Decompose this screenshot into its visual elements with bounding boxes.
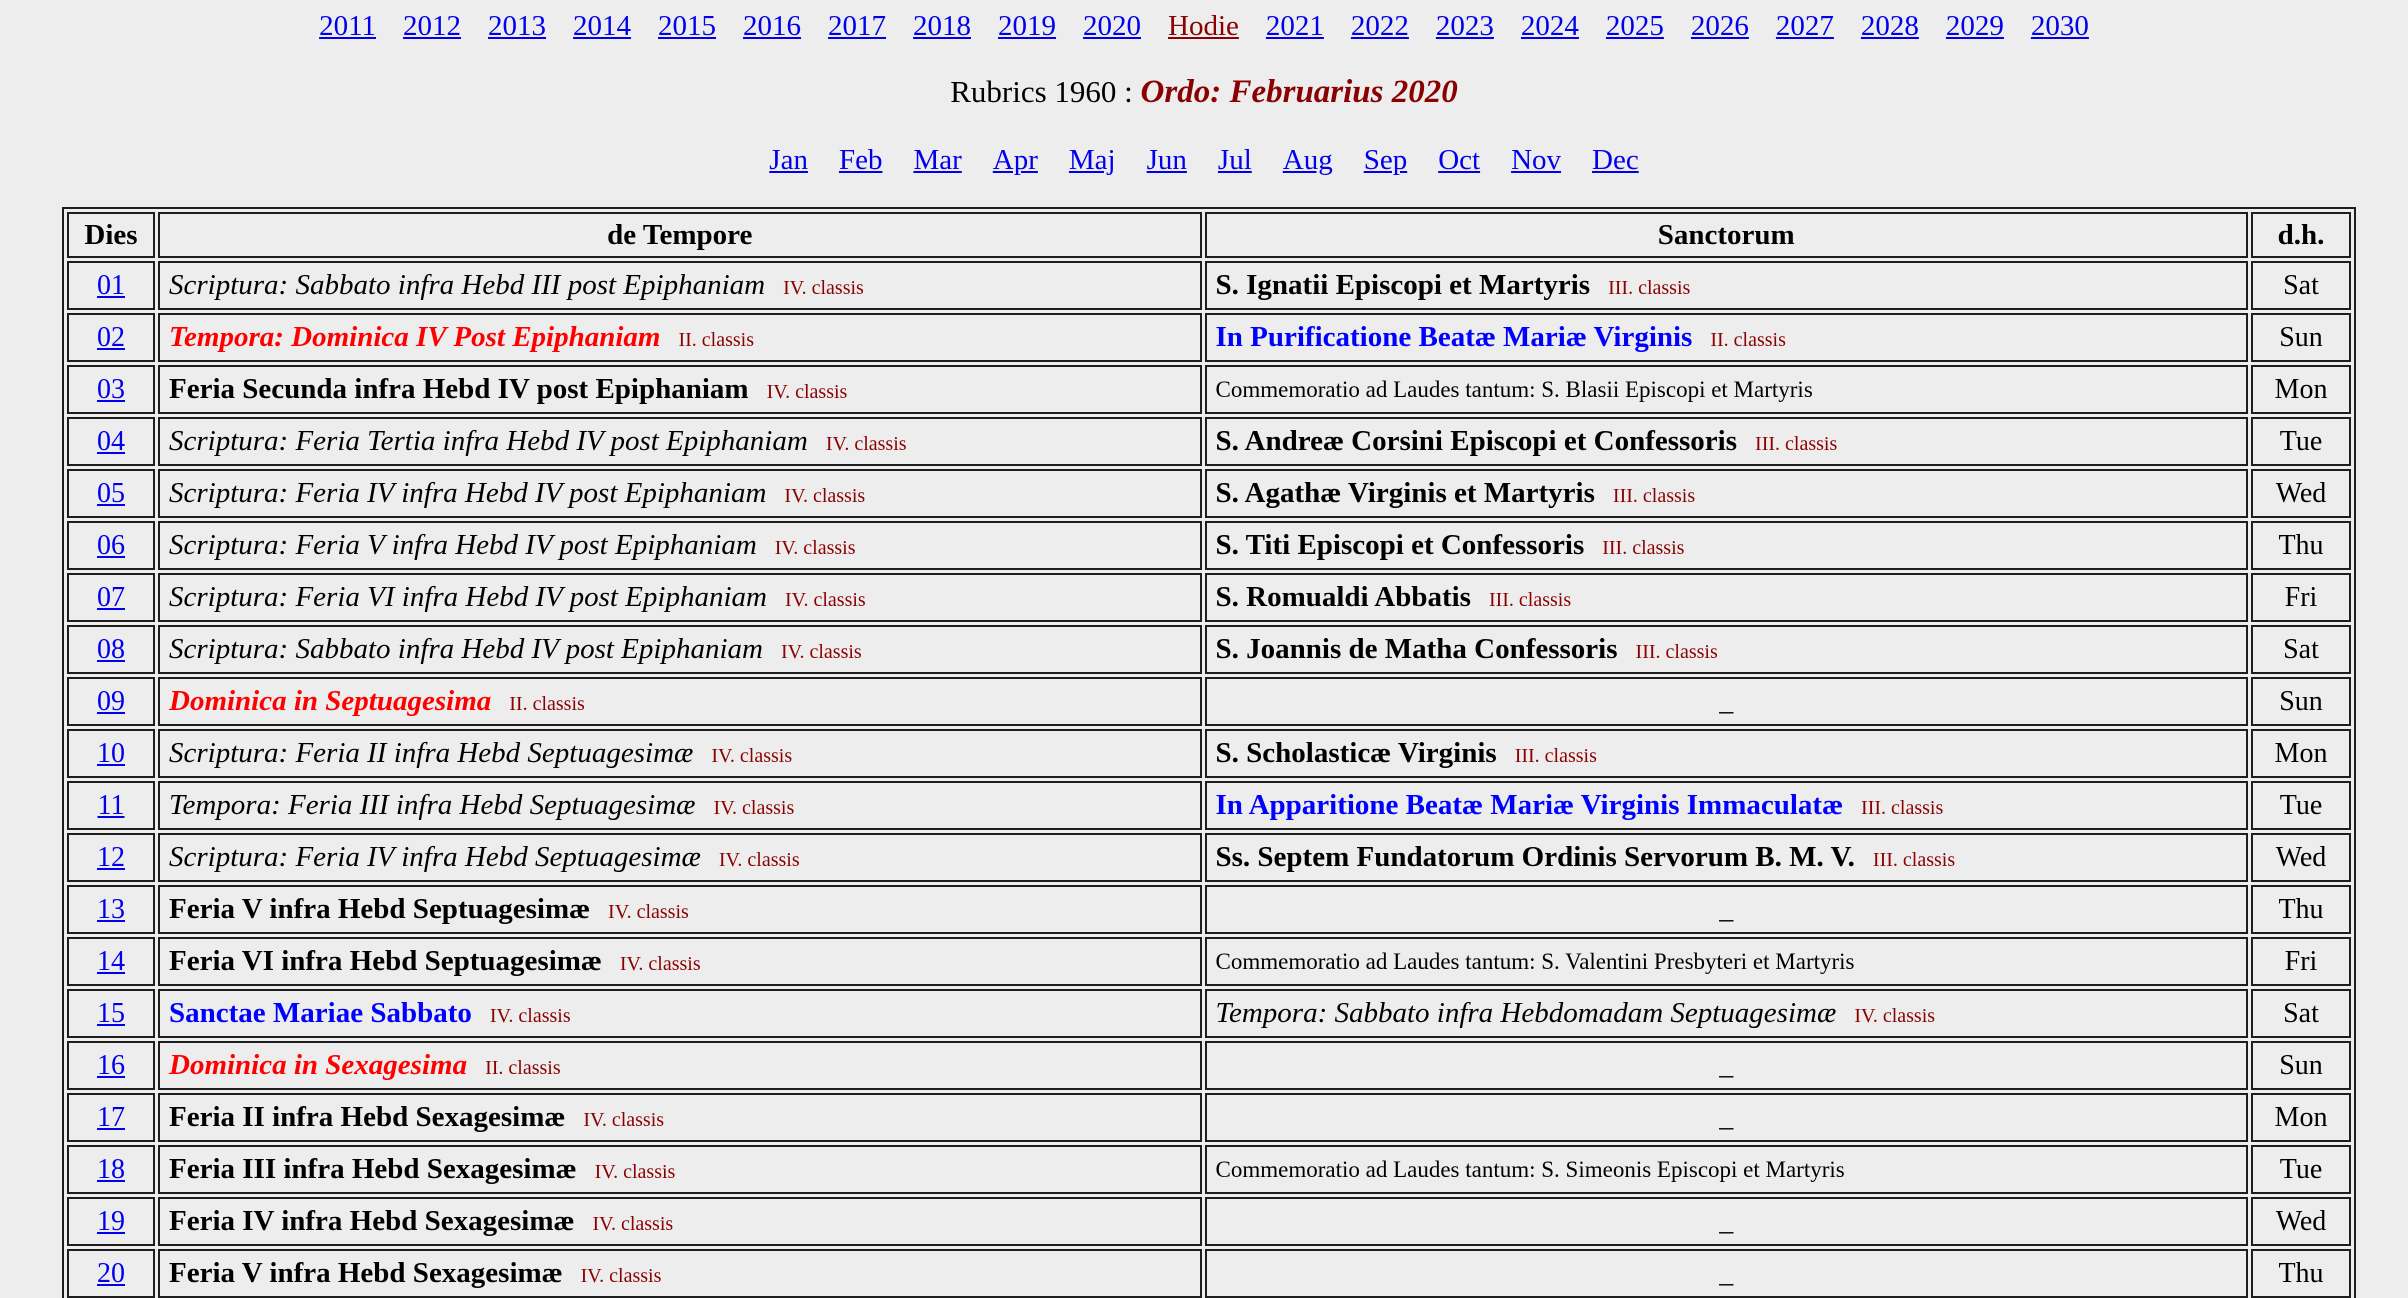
tempore-text: Scriptura: Sabbato infra Hebd IV post Epiphaniam bbox=[169, 633, 763, 665]
day-link-14[interactable]: 14 bbox=[97, 945, 125, 977]
dh-cell: Tue bbox=[2251, 417, 2351, 466]
tempore-classis-label: IV. classis bbox=[711, 745, 793, 767]
sanctorum-text: S. Agathæ Virginis et Martyris bbox=[1215, 477, 1595, 509]
table-row bbox=[67, 521, 2351, 570]
dies-cell bbox=[67, 1041, 155, 1090]
tempore-text: Dominica in Sexagesima bbox=[169, 1049, 468, 1081]
table-row bbox=[67, 1145, 2351, 1194]
dies-cell bbox=[67, 469, 155, 518]
table-row bbox=[67, 313, 2351, 362]
day-link-01[interactable]: 01 bbox=[97, 269, 125, 301]
sanctorum-cell bbox=[1205, 885, 2249, 934]
dh-cell: Tue bbox=[2251, 781, 2351, 830]
sanctorum-cell bbox=[1205, 625, 2249, 674]
day-link-05[interactable]: 05 bbox=[97, 477, 125, 509]
tempore-cell bbox=[158, 625, 1202, 674]
header-sanctorum: Sanctorum bbox=[1205, 212, 2249, 258]
sanctorum-text: In Purificatione Beatæ Mariæ Virginis bbox=[1215, 321, 1693, 353]
table-row bbox=[67, 989, 2351, 1038]
tempore-text: Sanctae Mariae Sabbato bbox=[169, 997, 472, 1029]
tempore-cell bbox=[158, 885, 1202, 934]
tempore-classis-label: II. classis bbox=[509, 693, 585, 715]
sanctorum-classis-label: III. classis bbox=[1755, 433, 1838, 455]
sanctorum-classis-label: III. classis bbox=[1635, 641, 1718, 663]
tempore-cell bbox=[158, 573, 1202, 622]
sanctorum-text: S. Titi Episcopi et Confessoris bbox=[1215, 529, 1585, 561]
year-link-2020[interactable]: 2020 bbox=[1083, 10, 1142, 42]
tempore-cell bbox=[158, 365, 1202, 414]
month-link-aug[interactable]: Aug bbox=[1282, 144, 1333, 176]
sanctorum-classis-label: IV. classis bbox=[1854, 1005, 1936, 1027]
sanctorum-cell bbox=[1205, 313, 2249, 362]
tempore-classis-label: IV. classis bbox=[489, 1005, 571, 1027]
sanctorum-classis-label: III. classis bbox=[1514, 745, 1597, 767]
tempore-text: Tempora: Dominica IV Post Epiphaniam bbox=[169, 321, 661, 353]
tempore-text: Scriptura: Sabbato infra Hebd III post Epiphaniam bbox=[169, 269, 766, 301]
sanctorum-text: Commemoratio ad Laudes tantum: S. Simeonis Episcopi et Martyris bbox=[1215, 1156, 1845, 1182]
month-nav bbox=[0, 142, 2408, 178]
tempore-classis-label: IV. classis bbox=[583, 1109, 665, 1131]
dies-cell bbox=[67, 365, 155, 414]
year-link-hodie[interactable]: Hodie bbox=[1168, 10, 1239, 42]
tempore-text: Scriptura: Feria IV infra Hebd IV post Epiphaniam bbox=[169, 477, 767, 509]
month-link-dec[interactable]: Dec bbox=[1592, 144, 1639, 176]
sanctorum-cell bbox=[1205, 833, 2249, 882]
year-link-2018[interactable]: 2018 bbox=[913, 10, 972, 42]
tempore-cell bbox=[158, 1249, 1202, 1298]
dies-cell bbox=[67, 1145, 155, 1194]
tempore-cell bbox=[158, 1041, 1202, 1090]
sanctorum-text: _ bbox=[1719, 893, 1734, 925]
table-row bbox=[67, 781, 2351, 830]
year-link-2013[interactable]: 2013 bbox=[488, 10, 547, 42]
dh-cell: Sat bbox=[2251, 625, 2351, 674]
dh-cell: Thu bbox=[2251, 521, 2351, 570]
dies-cell bbox=[67, 677, 155, 726]
tempore-text: Scriptura: Feria VI infra Hebd IV post Epiphaniam bbox=[169, 581, 767, 613]
table-row bbox=[67, 625, 2351, 674]
tempore-classis-label: IV. classis bbox=[774, 537, 856, 559]
tempore-classis-label: IV. classis bbox=[718, 849, 800, 871]
table-row bbox=[67, 261, 2351, 310]
day-link-03[interactable]: 03 bbox=[97, 373, 125, 405]
table-row bbox=[67, 937, 2351, 986]
tempore-classis-label: IV. classis bbox=[619, 953, 701, 975]
tempore-cell bbox=[158, 1093, 1202, 1142]
sanctorum-text: Commemoratio ad Laudes tantum: S. Blasii Episcopi et Martyris bbox=[1215, 376, 1813, 402]
month-link-jul[interactable]: Jul bbox=[1217, 144, 1252, 176]
dies-cell bbox=[67, 417, 155, 466]
day-link-04[interactable]: 04 bbox=[97, 425, 125, 457]
tempore-cell bbox=[158, 781, 1202, 830]
dh-cell: Fri bbox=[2251, 573, 2351, 622]
year-link-2028[interactable]: 2028 bbox=[1860, 10, 1919, 42]
sanctorum-cell bbox=[1205, 677, 2249, 726]
dh-cell: Mon bbox=[2251, 365, 2351, 414]
year-link-2017[interactable]: 2017 bbox=[828, 10, 887, 42]
sanctorum-cell bbox=[1205, 521, 2249, 570]
year-link-2022[interactable]: 2022 bbox=[1350, 10, 1409, 42]
tempore-text: Feria IV infra Hebd Sexagesimæ bbox=[169, 1205, 575, 1237]
header-row bbox=[67, 212, 2351, 258]
sanctorum-text: S. Scholasticæ Virginis bbox=[1215, 737, 1497, 769]
sanctorum-cell bbox=[1205, 417, 2249, 466]
day-link-11[interactable]: 11 bbox=[97, 789, 125, 821]
sanctorum-cell bbox=[1205, 937, 2249, 986]
dh-cell: Wed bbox=[2251, 1197, 2351, 1246]
month-link-sep[interactable]: Sep bbox=[1363, 144, 1408, 176]
table-row bbox=[67, 885, 2351, 934]
sanctorum-cell bbox=[1205, 1145, 2249, 1194]
dh-cell: Wed bbox=[2251, 469, 2351, 518]
dh-cell: Sun bbox=[2251, 677, 2351, 726]
tempore-cell bbox=[158, 313, 1202, 362]
year-link-2026[interactable]: 2026 bbox=[1690, 10, 1749, 42]
page-title-prefix: Rubrics 1960 : bbox=[950, 74, 1133, 109]
dh-cell: Fri bbox=[2251, 937, 2351, 986]
ordo-table bbox=[62, 207, 2356, 1298]
tempore-classis-label: II. classis bbox=[485, 1057, 561, 1079]
sanctorum-text: _ bbox=[1719, 1257, 1734, 1289]
table-row bbox=[67, 677, 2351, 726]
month-link-oct[interactable]: Oct bbox=[1438, 144, 1481, 176]
dies-cell bbox=[67, 521, 155, 570]
day-link-06[interactable]: 06 bbox=[97, 529, 125, 561]
day-link-20[interactable]: 20 bbox=[97, 1257, 125, 1289]
tempore-cell bbox=[158, 989, 1202, 1038]
dies-cell bbox=[67, 989, 155, 1038]
sanctorum-text: _ bbox=[1719, 1205, 1734, 1237]
header-tempore: de Tempore bbox=[158, 212, 1202, 258]
sanctorum-classis-label: III. classis bbox=[1872, 849, 1956, 871]
sanctorum-text: Ss. Septem Fundatorum Ordinis Servorum B. M. V. bbox=[1215, 841, 1855, 873]
sanctorum-cell bbox=[1205, 1093, 2249, 1142]
tempore-cell bbox=[158, 937, 1202, 986]
tempore-classis-label: IV. classis bbox=[592, 1213, 674, 1235]
header-dies: Dies bbox=[67, 212, 155, 258]
table-row bbox=[67, 417, 2351, 466]
day-link-07[interactable]: 07 bbox=[97, 581, 125, 613]
tempore-cell bbox=[158, 729, 1202, 778]
tempore-cell bbox=[158, 521, 1202, 570]
sanctorum-classis-label: III. classis bbox=[1608, 277, 1691, 299]
sanctorum-cell bbox=[1205, 1041, 2249, 1090]
tempore-text: Feria II infra Hebd Sexagesimæ bbox=[169, 1101, 566, 1133]
dies-cell bbox=[67, 1197, 155, 1246]
day-link-18[interactable]: 18 bbox=[97, 1153, 125, 1185]
tempore-text: Scriptura: Feria Tertia infra Hebd IV post Epiphaniam bbox=[169, 425, 808, 457]
sanctorum-text: Commemoratio ad Laudes tantum: S. Valentini Presbyteri et Martyris bbox=[1215, 948, 1855, 974]
month-link-jan[interactable]: Jan bbox=[769, 144, 808, 176]
tempore-text: Scriptura: Feria II infra Hebd Septuagesimæ bbox=[169, 737, 694, 769]
day-link-10[interactable]: 10 bbox=[97, 737, 125, 769]
tempore-cell bbox=[158, 833, 1202, 882]
tempore-classis-label: IV. classis bbox=[608, 901, 689, 923]
tempore-text: Feria VI infra Hebd Septuagesimæ bbox=[169, 945, 602, 977]
table-row bbox=[67, 573, 2351, 622]
table-row bbox=[67, 1249, 2351, 1298]
sanctorum-text: In Apparitione Beatæ Mariæ Virginis Immaculatæ bbox=[1215, 789, 1844, 821]
tempore-text: Scriptura: Feria IV infra Hebd Septuagesimæ bbox=[169, 841, 701, 873]
month-link-apr[interactable]: Apr bbox=[992, 144, 1038, 176]
dh-cell: Sat bbox=[2251, 989, 2351, 1038]
year-link-2029[interactable]: 2029 bbox=[1945, 10, 2004, 42]
sanctorum-cell bbox=[1205, 261, 2249, 310]
sanctorum-classis-label: II. classis bbox=[1710, 329, 1786, 351]
dh-cell: Tue bbox=[2251, 1145, 2351, 1194]
sanctorum-classis-label: III. classis bbox=[1612, 485, 1696, 507]
sanctorum-text: _ bbox=[1719, 1049, 1734, 1081]
sanctorum-classis-label: III. classis bbox=[1602, 537, 1685, 559]
tempore-cell bbox=[158, 469, 1202, 518]
day-link-17[interactable]: 17 bbox=[97, 1101, 125, 1133]
tempore-classis-label: IV. classis bbox=[766, 381, 848, 403]
sanctorum-classis-label: III. classis bbox=[1861, 797, 1944, 819]
month-link-feb[interactable]: Feb bbox=[838, 144, 883, 176]
month-link-mar[interactable]: Mar bbox=[913, 144, 962, 176]
day-link-02[interactable]: 02 bbox=[97, 321, 125, 353]
year-link-2027[interactable]: 2027 bbox=[1775, 10, 1834, 42]
year-link-2019[interactable]: 2019 bbox=[998, 10, 1057, 42]
month-link-jun[interactable]: Jun bbox=[1146, 144, 1187, 176]
sanctorum-text: S. Andreæ Corsini Episcopi et Confessoris bbox=[1215, 425, 1738, 457]
table-row bbox=[67, 729, 2351, 778]
tempore-classis-label: IV. classis bbox=[784, 485, 866, 507]
page-title-ordo: Ordo: Februarius 2020 bbox=[1140, 74, 1458, 110]
day-link-08[interactable]: 08 bbox=[97, 633, 125, 665]
sanctorum-classis-label: III. classis bbox=[1488, 589, 1572, 611]
sanctorum-text: _ bbox=[1719, 1101, 1734, 1133]
year-link-2015[interactable]: 2015 bbox=[658, 10, 717, 42]
year-link-2012[interactable]: 2012 bbox=[403, 10, 462, 42]
sanctorum-text: S. Ignatii Episcopi et Martyris bbox=[1215, 269, 1591, 301]
tempore-text: Feria III infra Hebd Sexagesimæ bbox=[169, 1153, 577, 1185]
dies-cell bbox=[67, 833, 155, 882]
sanctorum-text: S. Joannis de Matha Confessoris bbox=[1215, 633, 1618, 665]
year-link-2024[interactable]: 2024 bbox=[1520, 10, 1579, 42]
dh-cell: Mon bbox=[2251, 1093, 2351, 1142]
sanctorum-text: _ bbox=[1719, 685, 1734, 717]
sanctorum-cell bbox=[1205, 989, 2249, 1038]
dies-cell bbox=[67, 937, 155, 986]
year-link-2025[interactable]: 2025 bbox=[1605, 10, 1664, 42]
sanctorum-text: S. Romualdi Abbatis bbox=[1215, 581, 1471, 613]
tempore-classis-label: IV. classis bbox=[783, 277, 864, 299]
table-row bbox=[67, 833, 2351, 882]
month-link-maj[interactable]: Maj bbox=[1068, 144, 1116, 176]
tempore-text: Dominica in Septuagesima bbox=[169, 685, 492, 717]
sanctorum-cell bbox=[1205, 365, 2249, 414]
year-nav bbox=[0, 0, 2408, 44]
sanctorum-cell bbox=[1205, 781, 2249, 830]
dies-cell bbox=[67, 625, 155, 674]
day-link-09[interactable]: 09 bbox=[97, 685, 125, 717]
tempore-text: Scriptura: Feria V infra Hebd IV post Epiphaniam bbox=[169, 529, 757, 561]
dh-cell: Thu bbox=[2251, 1249, 2351, 1298]
dh-cell: Sat bbox=[2251, 261, 2351, 310]
tempore-classis-label: II. classis bbox=[678, 329, 755, 351]
year-link-2011[interactable]: 2011 bbox=[319, 10, 377, 42]
sanctorum-text: Tempora: Sabbato infra Hebdomadam Septuagesimæ bbox=[1215, 997, 1837, 1029]
sanctorum-cell bbox=[1205, 573, 2249, 622]
sanctorum-cell bbox=[1205, 469, 2249, 518]
dies-cell bbox=[67, 313, 155, 362]
day-link-15[interactable]: 15 bbox=[97, 997, 125, 1029]
year-link-2023[interactable]: 2023 bbox=[1435, 10, 1494, 42]
dh-cell: Thu bbox=[2251, 885, 2351, 934]
page-title bbox=[0, 72, 2408, 112]
tempore-classis-label: IV. classis bbox=[825, 433, 907, 455]
dies-cell bbox=[67, 885, 155, 934]
day-link-13[interactable]: 13 bbox=[97, 893, 125, 925]
tempore-classis-label: IV. classis bbox=[594, 1161, 676, 1183]
day-link-12[interactable]: 12 bbox=[97, 841, 125, 873]
sanctorum-cell bbox=[1205, 729, 2249, 778]
month-link-nov[interactable]: Nov bbox=[1511, 144, 1562, 176]
tempore-classis-label: IV. classis bbox=[784, 589, 866, 611]
dies-cell bbox=[67, 729, 155, 778]
tempore-cell bbox=[158, 417, 1202, 466]
dh-cell: Wed bbox=[2251, 833, 2351, 882]
table-row bbox=[67, 1041, 2351, 1090]
dies-cell bbox=[67, 1249, 155, 1298]
tempore-cell bbox=[158, 1145, 1202, 1194]
year-link-2014[interactable]: 2014 bbox=[573, 10, 632, 42]
tempore-text: Feria V infra Hebd Septuagesimæ bbox=[169, 893, 591, 925]
table-row bbox=[67, 1093, 2351, 1142]
dh-cell: Sun bbox=[2251, 313, 2351, 362]
tempore-classis-label: IV. classis bbox=[580, 1265, 662, 1287]
tempore-cell bbox=[158, 677, 1202, 726]
sanctorum-cell bbox=[1205, 1197, 2249, 1246]
tempore-text: Feria V infra Hebd Sexagesimæ bbox=[169, 1257, 563, 1289]
dh-cell: Sun bbox=[2251, 1041, 2351, 1090]
day-link-16[interactable]: 16 bbox=[97, 1049, 125, 1081]
dies-cell bbox=[67, 1093, 155, 1142]
tempore-cell bbox=[158, 1197, 1202, 1246]
year-link-2021[interactable]: 2021 bbox=[1265, 10, 1324, 42]
day-link-19[interactable]: 19 bbox=[97, 1205, 125, 1237]
tempore-text: Tempora: Feria III infra Hebd Septuagesimæ bbox=[169, 789, 696, 821]
dies-cell bbox=[67, 781, 155, 830]
table-row bbox=[67, 365, 2351, 414]
year-link-2030[interactable]: 2030 bbox=[2030, 10, 2089, 42]
sanctorum-cell bbox=[1205, 1249, 2249, 1298]
tempore-text: Feria Secunda infra Hebd IV post Epiphaniam bbox=[169, 373, 749, 405]
ordo-table-body bbox=[67, 261, 2351, 1298]
table-row bbox=[67, 1197, 2351, 1246]
tempore-classis-label: IV. classis bbox=[713, 797, 795, 819]
year-link-2016[interactable]: 2016 bbox=[743, 10, 802, 42]
tempore-classis-label: IV. classis bbox=[780, 641, 862, 663]
header-dh: d.h. bbox=[2251, 212, 2351, 258]
dies-cell bbox=[67, 573, 155, 622]
dies-cell bbox=[67, 261, 155, 310]
table-row bbox=[67, 469, 2351, 518]
tempore-cell bbox=[158, 261, 1202, 310]
dh-cell: Mon bbox=[2251, 729, 2351, 778]
